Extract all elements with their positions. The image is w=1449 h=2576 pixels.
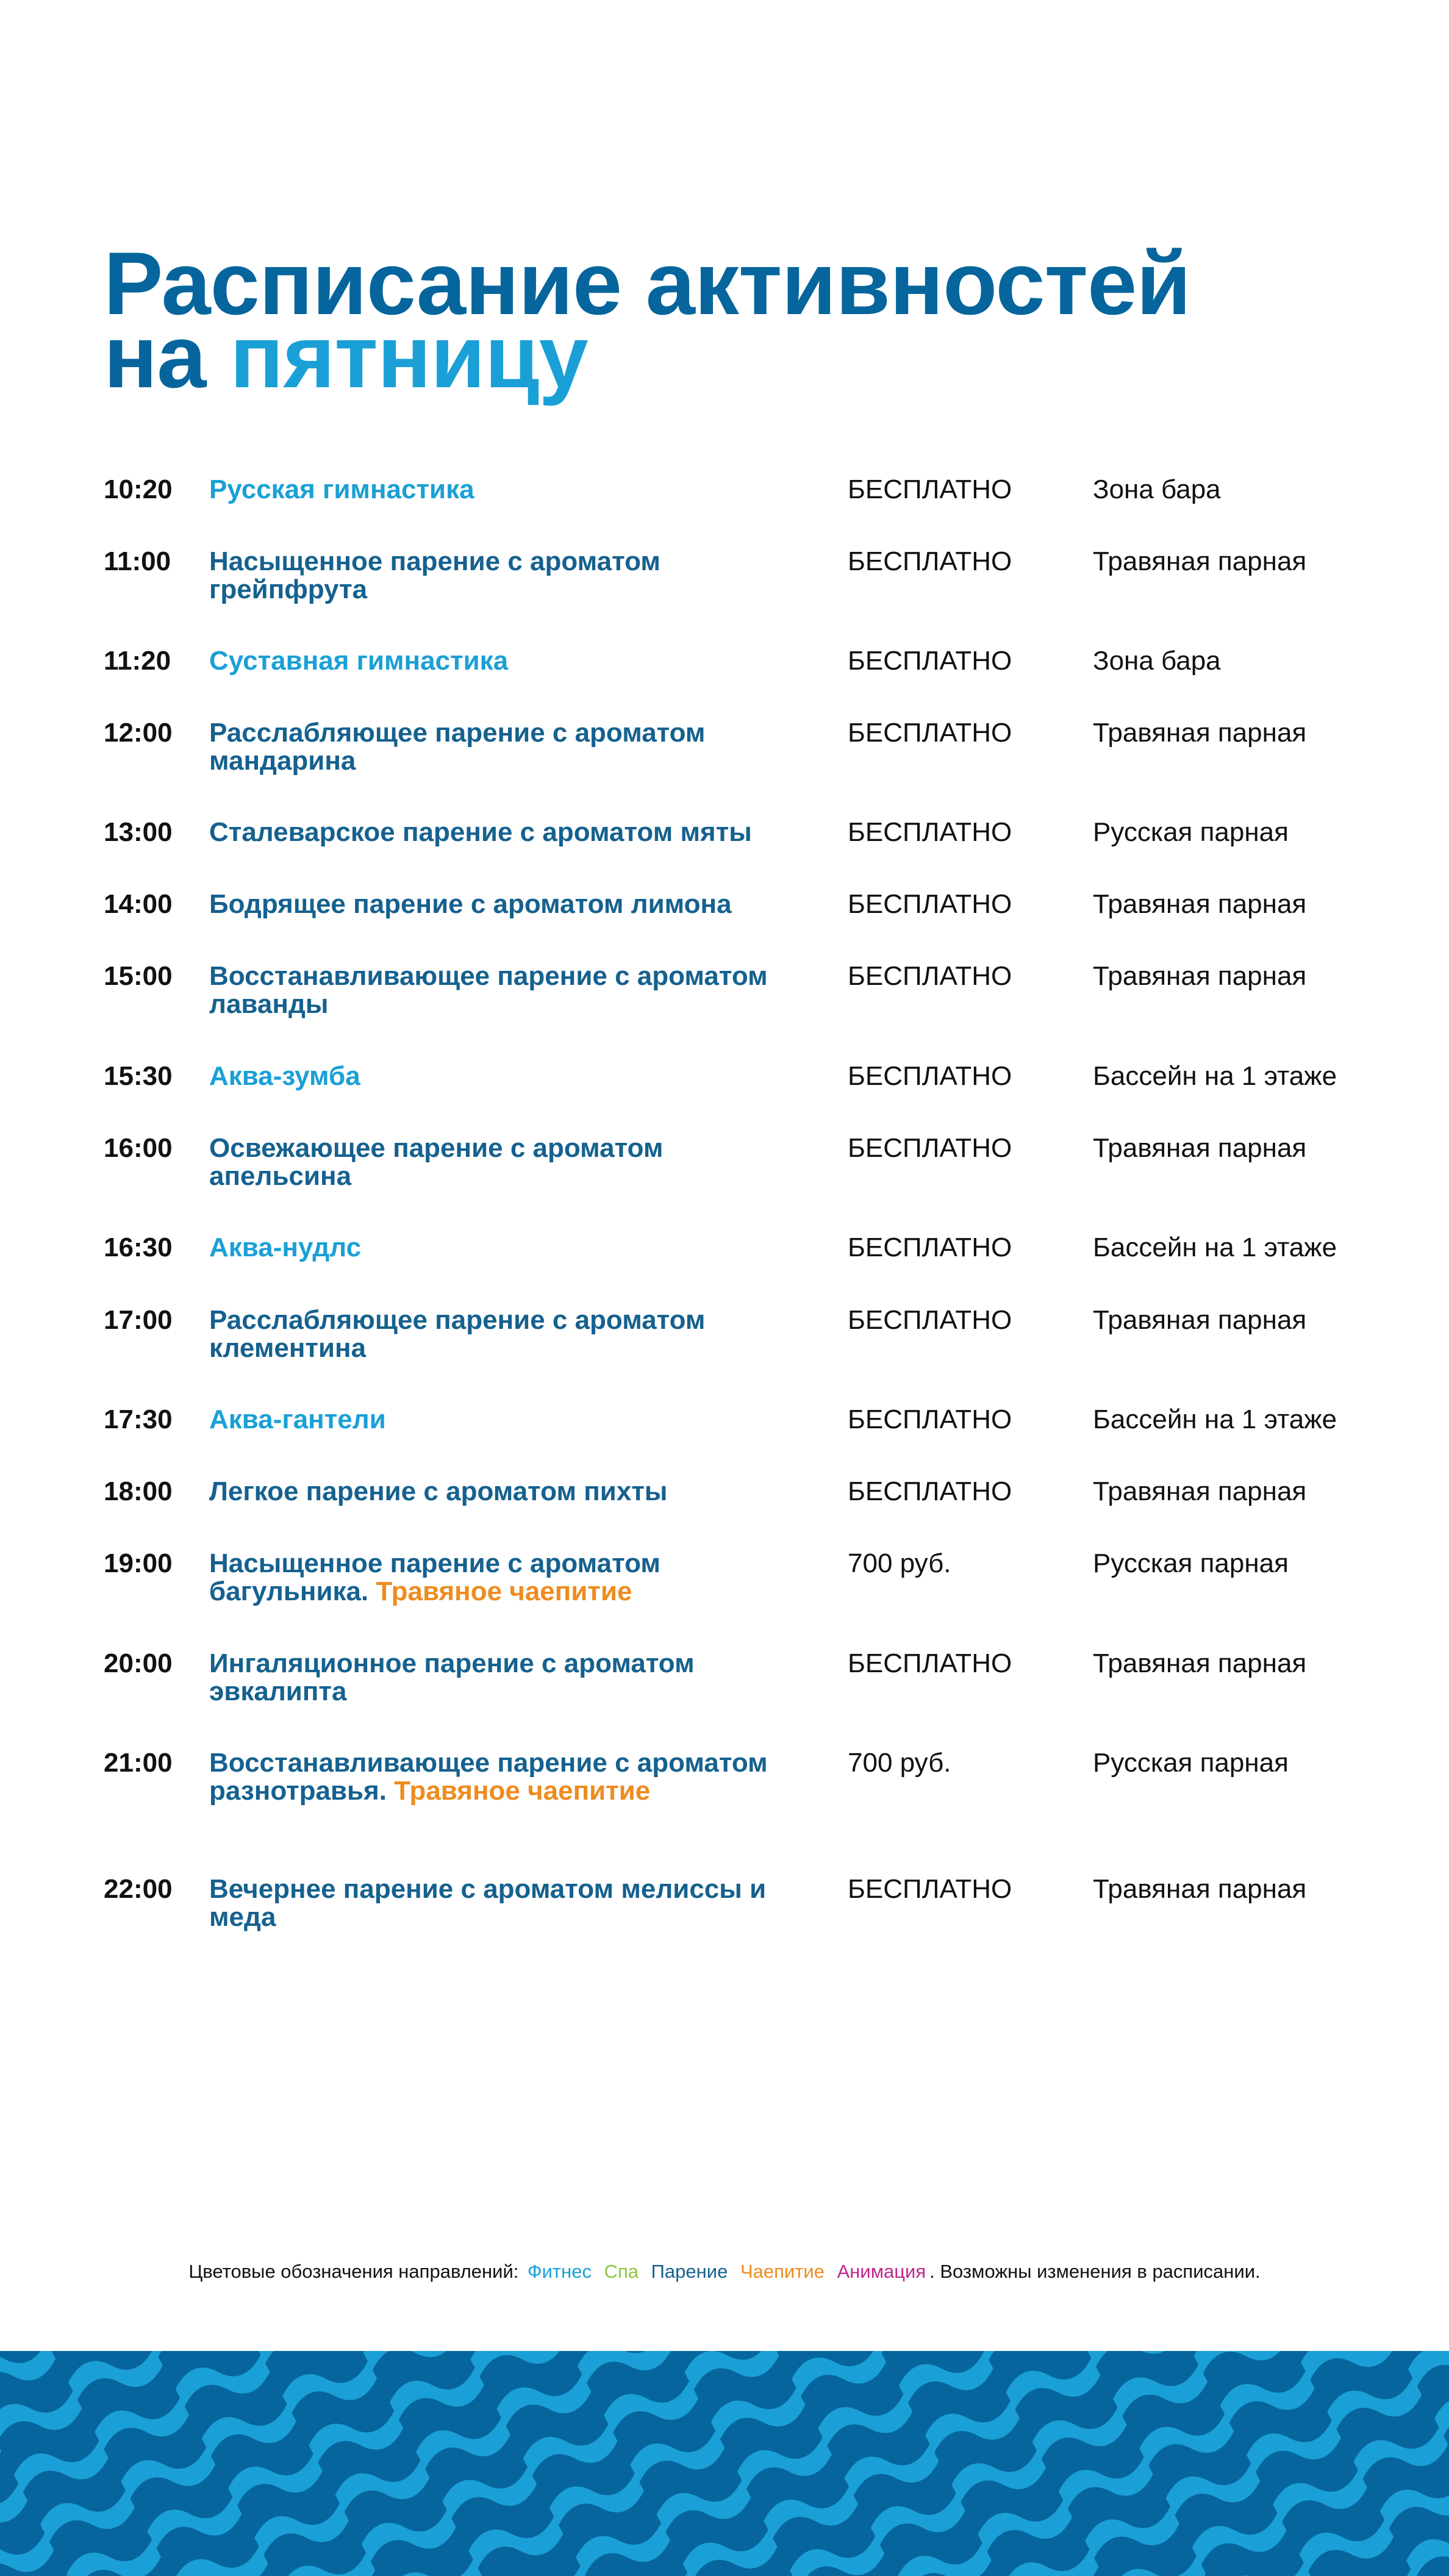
activity-title: Суставная гимнастика [209, 646, 509, 676]
activity-price: 700 руб. [848, 1748, 951, 1778]
activity-time: 22:00 [104, 1874, 173, 1904]
legend-animation: Анимация [837, 2261, 926, 2282]
activity-title: Насыщенное парение с ароматом грейпфрута [209, 546, 660, 604]
activity-time: 15:30 [104, 1061, 173, 1091]
activity-name [209, 476, 807, 504]
activity-price: БЕСПЛАТНО [848, 817, 1012, 847]
activity-price: БЕСПЛАТНО [848, 1648, 1012, 1678]
activity-price: БЕСПЛАТНО [848, 889, 1012, 919]
activity-title: Насыщенное парение с ароматом багульника. [209, 1548, 660, 1606]
activity-name [209, 719, 807, 775]
activity-title: Вечернее парение с ароматом мелиссы и меда [209, 1874, 767, 1932]
activity-price: 700 руб. [848, 1548, 951, 1578]
activity-location: Русская парная [1093, 1748, 1289, 1778]
activity-time: 18:00 [104, 1476, 173, 1506]
activity-name [209, 1306, 807, 1362]
title-prefix: на [104, 307, 206, 406]
legend-tea: Чаепитие [740, 2261, 825, 2282]
activity-title: Ингаляционное парение с ароматом эвкалипта [209, 1648, 695, 1706]
activity-name [209, 1550, 807, 1606]
wave-pattern-image [0, 2351, 1449, 2576]
activity-name [209, 1875, 807, 1931]
activity-title: Аква-гантели [209, 1404, 386, 1434]
activity-name [209, 1134, 807, 1190]
activity-time: 12:00 [104, 718, 173, 748]
activity-price: БЕСПЛАТНО [848, 1874, 1012, 1904]
activity-price: БЕСПЛАТНО [848, 1061, 1012, 1091]
activity-location: Травяная парная [1093, 546, 1307, 576]
legend-suffix: . Возможны изменения в расписании. [929, 2261, 1261, 2282]
legend-spa: Спа [604, 2261, 639, 2282]
page-title [104, 234, 1384, 406]
title-accent: пятницу [229, 307, 588, 406]
legend-steam: Парение [651, 2261, 728, 2282]
activity-title: Расслабляющее парение с ароматом клементина [209, 1305, 706, 1363]
activity-price: БЕСПЛАТНО [848, 718, 1012, 748]
activity-title: Русская гимнастика [209, 474, 474, 504]
activity-name [209, 1062, 807, 1090]
activity-price: БЕСПЛАТНО [848, 1133, 1012, 1163]
activity-time: 16:00 [104, 1133, 173, 1163]
activity-time: 19:00 [104, 1548, 173, 1578]
activity-time: 10:20 [104, 474, 173, 504]
activity-location: Русская парная [1093, 817, 1289, 847]
activity-name [209, 548, 807, 604]
activity-time: 13:00 [104, 817, 173, 847]
activity-time: 15:00 [104, 961, 173, 991]
activity-location: Травяная парная [1093, 1133, 1307, 1163]
activity-title: Аква-зумба [209, 1061, 360, 1091]
legend-fitness: Фитнес [528, 2261, 592, 2282]
activity-name [209, 962, 807, 1018]
activity-time: 16:30 [104, 1233, 173, 1262]
activity-location: Травяная парная [1093, 1648, 1307, 1678]
activity-name [209, 1650, 807, 1706]
activity-location: Травяная парная [1093, 961, 1307, 991]
activity-time: 17:30 [104, 1404, 173, 1434]
activity-location: Бассейн на 1 этаже [1093, 1233, 1337, 1262]
activity-price: БЕСПЛАТНО [848, 1404, 1012, 1434]
activity-location: Травяная парная [1093, 1305, 1307, 1335]
activity-title: Восстанавливающее парение с ароматом разнотравья. [209, 1748, 768, 1806]
activity-price: БЕСПЛАТНО [848, 1305, 1012, 1335]
activity-title: Освежающее парение с ароматом апельсина [209, 1133, 664, 1191]
activity-location: Травяная парная [1093, 889, 1307, 919]
activity-name [209, 1234, 807, 1262]
activity-price: БЕСПЛАТНО [848, 1476, 1012, 1506]
activity-location: Русская парная [1093, 1548, 1289, 1578]
activity-title: Бодрящее парение с ароматом лимона [209, 889, 732, 919]
activity-price: БЕСПЛАТНО [848, 474, 1012, 504]
activity-time: 21:00 [104, 1748, 173, 1778]
activity-title: Легкое парение с ароматом пихты [209, 1476, 668, 1506]
activity-title: Сталеварское парение с ароматом мяты [209, 817, 752, 847]
activity-title: Расслабляющее парение с ароматом мандарина [209, 718, 706, 776]
activity-location: Травяная парная [1093, 1874, 1307, 1904]
wave-pattern-footer [0, 2351, 1449, 2576]
activity-location: Травяная парная [1093, 1476, 1307, 1506]
activity-location: Зона бара [1093, 646, 1221, 676]
activity-title: Восстанавливающее парение с ароматом лаванды [209, 961, 768, 1019]
activity-name [209, 818, 807, 846]
activity-title: Аква-нудлс [209, 1233, 362, 1262]
color-legend [0, 2259, 1449, 2284]
activity-price: БЕСПЛАТНО [848, 961, 1012, 991]
activity-name [209, 1749, 807, 1805]
activity-price: БЕСПЛАТНО [848, 546, 1012, 576]
activity-price: БЕСПЛАТНО [848, 1233, 1012, 1262]
activity-time: 14:00 [104, 889, 173, 919]
activity-time: 11:00 [104, 546, 171, 576]
activity-location: Травяная парная [1093, 718, 1307, 748]
activity-name [209, 647, 807, 675]
activity-time: 11:20 [104, 646, 171, 676]
legend-prefix: Цветовые обозначения направлений: [188, 2261, 519, 2282]
activity-location: Бассейн на 1 этаже [1093, 1404, 1337, 1434]
tea-ceremony-label: Травяное чаепитие [376, 1576, 632, 1606]
activity-location: Зона бара [1093, 474, 1221, 504]
activity-location: Бассейн на 1 этаже [1093, 1061, 1337, 1091]
activity-time: 20:00 [104, 1648, 173, 1678]
activity-name [209, 1478, 807, 1506]
title-line-1: Расписание активностей [104, 234, 1191, 333]
activity-name [209, 890, 807, 918]
activity-name [209, 1406, 807, 1434]
activity-time: 17:00 [104, 1305, 173, 1335]
activity-price: БЕСПЛАТНО [848, 646, 1012, 676]
tea-ceremony-label: Травяное чаепитие [394, 1776, 651, 1806]
